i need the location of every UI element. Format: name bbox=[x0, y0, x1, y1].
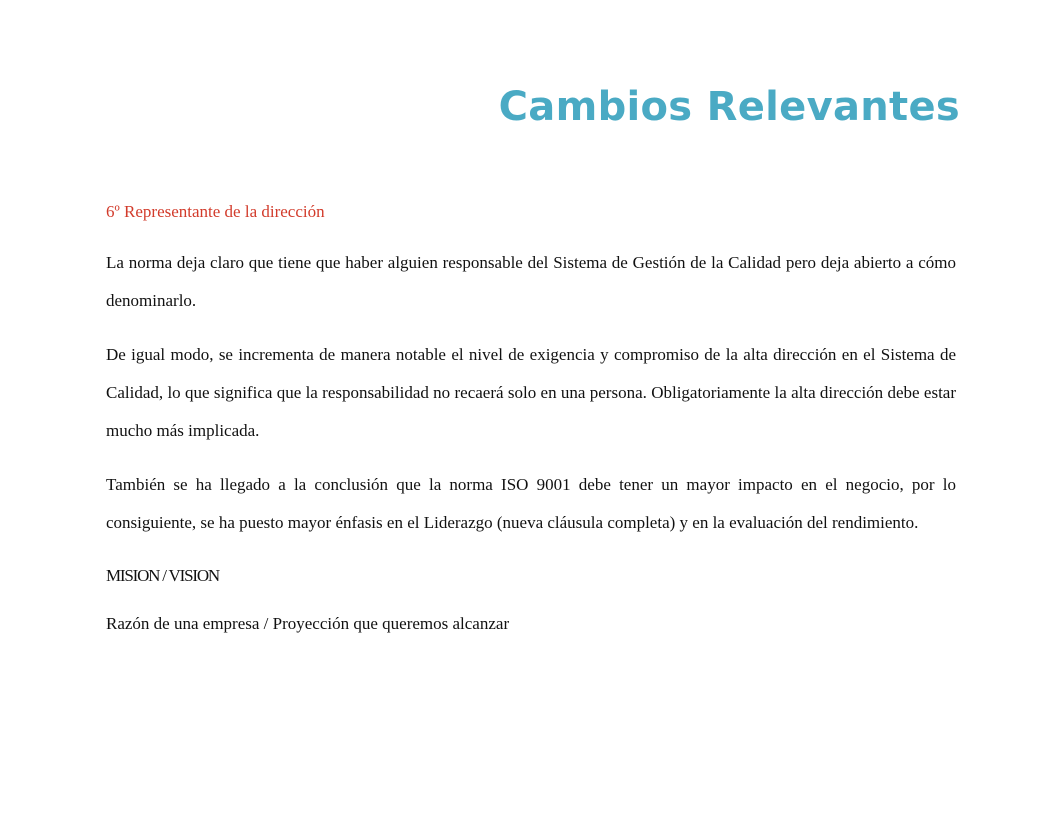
mision-vision-heading: MISION / VISION bbox=[106, 566, 219, 585]
paragraph-responsable: La norma deja claro que tiene que haber alguien responsable del Sistema de Gestión de la Calidad pero deja abierto a cómo denominarlo. bbox=[106, 253, 956, 310]
mision-vision-description: Razón de una empresa / Proyección que queremos alcanzar bbox=[106, 614, 510, 633]
paragraph-liderazgo: También se ha llegado a la conclusión que la norma ISO 9001 debe tener un mayor impacto en el negocio, por lo consiguiente, se ha puesto mayor énfasis en el Liderazgo (nueva cláusula completa) y en la evaluación del rendimiento. bbox=[106, 475, 956, 532]
slide-body bbox=[106, 200, 956, 636]
paragraph-alta-direccion: De igual modo, se incrementa de manera notable el nivel de exigencia y compromiso de la alta dirección en el Sistema de Calidad, lo que significa que la responsabilidad no recaerá solo en una persona. Obligatoriamente la alta dirección debe estar mucho más implicada. bbox=[106, 345, 956, 440]
slide-title: Cambios Relevantes bbox=[498, 84, 960, 130]
section-subtitle: 6º Representante de la dirección bbox=[106, 202, 325, 221]
